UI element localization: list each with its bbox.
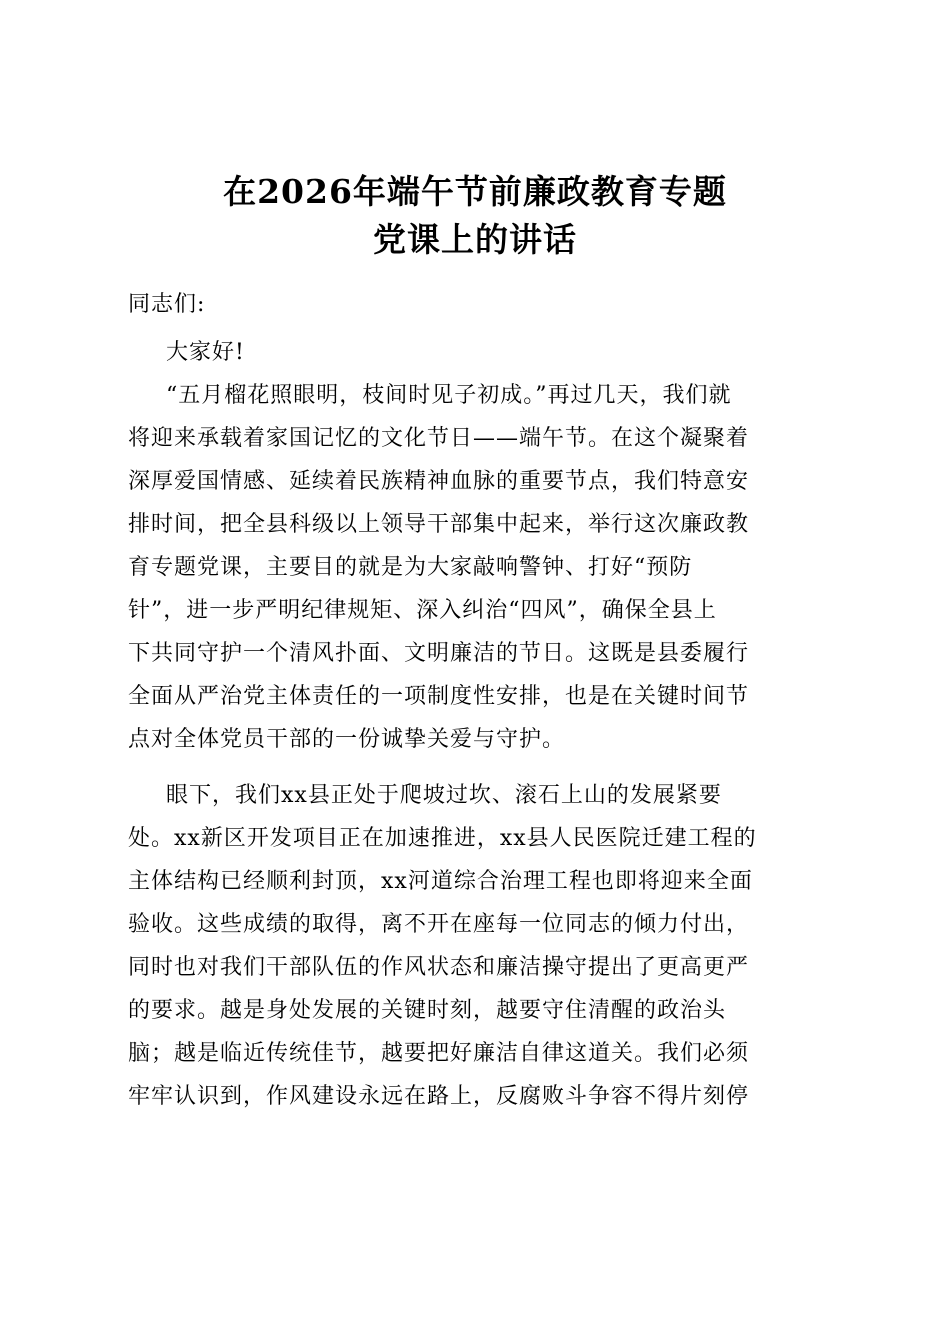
body-line: 的要求。越是身处发展的关键时刻，越要守住清醒的政治头: [128, 998, 727, 1023]
greeting: 大家好!: [166, 340, 245, 365]
body-line: 眼下，我们xx县正处于爬坡过坎、滚石上山的发展紧要: [166, 783, 722, 808]
body-line: 同时也对我们干部队伍的作风状态和廉洁操守提出了更高更严: [128, 955, 750, 980]
body-line: “五月榴花照眼明，枝间时见子初成。”再过几天，我们就: [166, 383, 732, 408]
body-line: 将迎来承载着家国记忆的文化节日——端午节。在这个凝聚着: [128, 426, 750, 451]
body-line: 下共同守护一个清风扑面、文明廉洁的节日。这既是县委履行: [128, 641, 750, 666]
body-line: 全面从严治党主体责任的一项制度性安排，也是在关键时间节: [128, 684, 750, 709]
document-title-line-1: 在2026年端午节前廉政教育专题: [223, 172, 727, 211]
body-line: 验收。这些成绩的取得，离不开在座每一位同志的倾力付出，: [128, 912, 750, 937]
body-line: 点对全体党员干部的一份诚挚关爱与守护。: [128, 727, 566, 752]
body-line: 针”，进一步严明纪律规矩、深入纠治“四风”，确保全县上: [128, 598, 717, 623]
body-line: 深厚爱国情感、延续着民族精神血脉的重要节点，我们特意安: [128, 469, 750, 494]
body-line: 处。xx新区开发项目正在加速推进，xx县人民医院迁建工程的: [128, 826, 757, 851]
body-line: 牢牢认识到，作风建设永远在路上，反腐败斗争容不得片刻停: [128, 1084, 750, 1109]
body-line: 主体结构已经顺利封顶，xx河道综合治理工程也即将迎来全面: [128, 869, 753, 894]
document-title-line-2: 党课上的讲话: [373, 220, 577, 259]
body-line: 育专题党课，主要目的就是为大家敲响警钟、打好“预防: [128, 555, 693, 580]
body-line: 脑；越是临近传统佳节，越要把好廉洁自律这道关。我们必须: [128, 1041, 750, 1066]
body-line: 排时间，把全县科级以上领导干部集中起来，举行这次廉政教: [128, 512, 750, 537]
salutation: 同志们:: [128, 292, 206, 317]
